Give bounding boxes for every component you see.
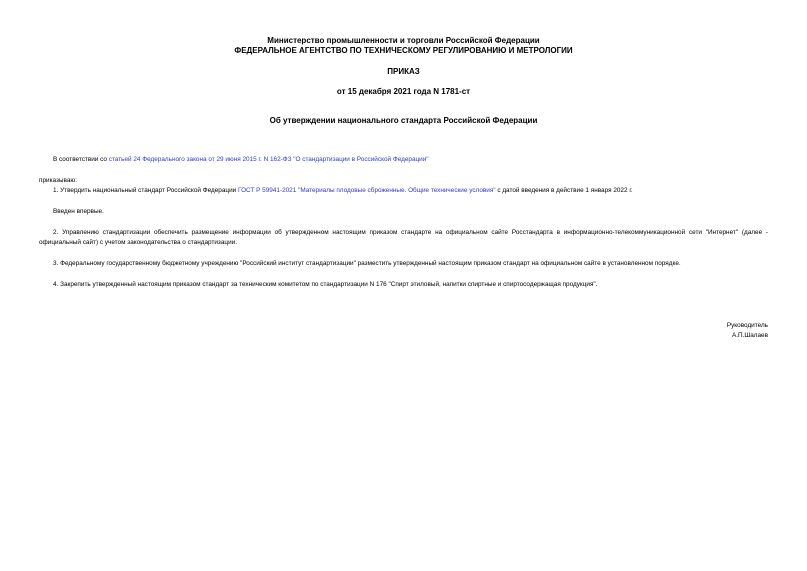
item-1-prefix: 1. Утвердить национальный стандарт Российской Федерации bbox=[53, 187, 238, 194]
preamble bbox=[39, 155, 782, 165]
document-subject: Об утверждении национального стандарта Российской Федерации bbox=[269, 116, 538, 125]
item-2: 2. Управлению стандартизации обеспечить размещение информации об утвержденном настоящим приказом стандарте на официальном сайте Росстандарта в информационно-телекоммуникационной сети "Интернет" (далее - официальный сайт) с учетом законодательства о стандартизации. bbox=[39, 229, 768, 246]
document-date-number: от 15 декабря 2021 года N 1781-ст bbox=[336, 87, 471, 96]
document-type: ПРИКАЗ bbox=[387, 67, 420, 76]
item-3: 3. Федеральному государственному бюджетному учреждению "Российский институт стандартизации" разместить утвержденный настоящим приказом стандарт на официальном сайте в установленном порядке. bbox=[53, 260, 681, 267]
item-1-suffix: с датой введения в действие 1 января 2022 г. bbox=[495, 187, 633, 194]
item-4: 4. Закрепить утвержденный настоящим приказом стандарт за техническим комитетом по стандартизации N 176 "Спирт этиловый, напитки спиртные и спиртосодержащая продукция". bbox=[53, 281, 598, 288]
order-word: приказываю: bbox=[39, 177, 77, 184]
gost-standard-link[interactable]: ГОСТ Р 59941-2021 "Материалы плодовые сброженные. Общие технические условия" bbox=[237, 187, 496, 194]
federal-law-link[interactable]: статьей 24 Федерального закона от 29 июня 2015 г. N 162-ФЗ "О стандартизации в Российской Федерации" bbox=[108, 156, 429, 163]
signatory-name: А.П.Шалаев bbox=[731, 332, 768, 339]
ministry-name: Министерство промышленности и торговли Российской Федерации bbox=[267, 36, 540, 45]
signatory-title: Руководитель bbox=[726, 322, 768, 329]
preamble-prefix: В соответствии со bbox=[53, 156, 109, 163]
introduced-note: Введен впервые. bbox=[53, 208, 104, 215]
item-1 bbox=[39, 186, 782, 196]
agency-name: ФЕДЕРАЛЬНОЕ АГЕНТСТВО ПО ТЕХНИЧЕСКОМУ РЕГУЛИРОВАНИЮ И МЕТРОЛОГИИ bbox=[234, 46, 573, 55]
